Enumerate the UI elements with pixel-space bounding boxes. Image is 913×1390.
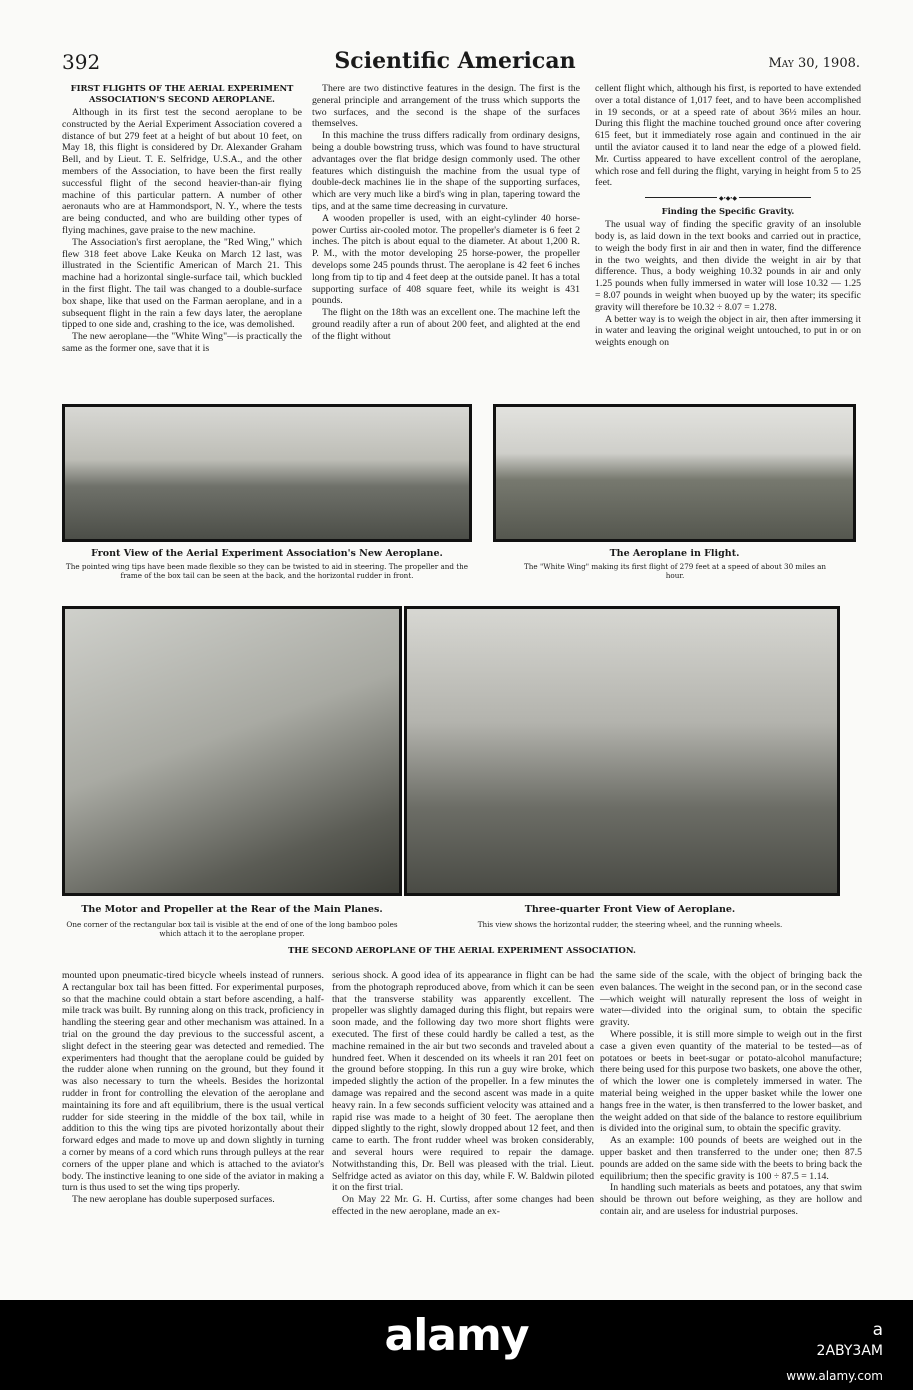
watermark-site: www.alamy.com — [786, 1369, 883, 1383]
photo-caption: The Aeroplane in Flight. — [609, 548, 740, 559]
paragraph: The Association's first aeroplane, the "Red Wing," which flew 318 feet above Lake Keuka on March 12 last, was illustrated in the Scientific American of March 21. This machine had a horizontal single-surface tail, which buckled in the first flight. The tail was changed to a double-surface box shape, like that used on the Farman aeroplane, and in a subsequent flight in the rain a few days later, the aeroplane tipped to one side and, crashing to the ice, was demolished. — [62, 236, 302, 331]
paragraph: As an example: 100 pounds of beets are weighed out in the upper basket and then transferred to the under one; then 87.5 pounds are added on the same side with the beets to bring back the equilibrium; then the specific gravity is 100 ÷ 87.5 = 1.14. — [600, 1135, 862, 1182]
column-2 — [312, 83, 580, 343]
paragraph: In this machine the truss differs radically from ordinary designs, being a double bowstring truss, which was found to have structural advantages over the flat bridge design commonly used. The other features which distinguish the machine from the usual type of double-deck machines lie in the shape of the supporting surfaces, which are very much like a bird's wing in plan, tapering toward the tips, and at the same time decreasing in curvature. — [312, 130, 580, 212]
issue-date: May 30, 1908. — [768, 56, 860, 71]
photo-three-quarter-view — [404, 606, 840, 896]
column-4 — [62, 970, 324, 1206]
paragraph: A better way is to weigh the object in air, then after immersing it in water and leaving the original weight untouched, to put in or on weights enough on — [595, 313, 861, 349]
photo-subcaption: One corner of the rectangular box tail is visible at the end of one of the long bamboo poles which attach it to the aeroplane proper. — [66, 920, 398, 938]
section-divider: ◆•◆•◆ — [645, 197, 811, 198]
paragraph: A wooden propeller is used, with an eight-cylinder 40 horse-power Curtiss air-cooled motor. The propeller's diameter is 6 feet 2 inches. The pitch is about equal to the diameter. At about 1,200 R. P. M., with the motor developing 25 horse-power, the propeller develops some 245 pounds thrust. The aeroplane is 42 feet 6 inches long from tip to tip and 4 feet deep at the outside panel. It has a total supporting surface of 408 square feet, while its weight is 431 pounds. — [312, 212, 580, 307]
watermark-logo: alamy — [384, 1310, 529, 1361]
photo-subcaption: The "White Wing" making its first flight of 279 feet at a speed of about 30 miles an hour. — [523, 562, 826, 580]
column-6 — [600, 970, 862, 1218]
photo-subcaption: This view shows the horizontal rudder, the steering wheel, and the running wheels. — [477, 920, 783, 929]
column-3 — [595, 83, 861, 349]
paragraph: The usual way of finding the specific gravity of an insoluble body is, as laid down in the text books and carried out in practice, to weigh the body first in air and then in water, find the difference in the two weights, and then divide the weight in air by that difference. Thus, a body weighing 10.32 pounds in air and only 1.25 pounds when fully immersed in water will lose 10.32 — 1.25 = 8.07 pounds in weight when buoyed up by the water; its specific gravity will therefore be 10.32 ÷ 8.07 = 1.278. — [595, 219, 861, 313]
photo-motor-propeller — [62, 606, 402, 896]
photo-caption: Three-quarter Front View of Aeroplane. — [524, 904, 736, 915]
paragraph: The flight on the 18th was an excellent one. The machine left the ground readily after a run of about 200 feet, and alighted at the end of the flight without — [312, 307, 580, 342]
column-1 — [62, 83, 302, 355]
paragraph: The new aeroplane—the "White Wing"—is practically the same as the former one, save that it is — [62, 331, 302, 354]
paragraph: On May 22 Mr. G. H. Curtiss, after some changes had been effected in the new aeroplane, made an ex- — [332, 1194, 594, 1217]
photo-front-view — [62, 404, 472, 542]
paragraph: the same side of the scale, with the object of bringing back the even balances. The weight in the second pan, or in the second case—which weight will naturally represent the loss of weight in water—divided into the original sum, to obtain the specific gravity. — [600, 970, 862, 1029]
paragraph: In handling such materials as beets and potatoes, any that swim should be thrown out before weighing, as they are hollow and contain air, and are useless for industrial purposes. — [600, 1182, 862, 1217]
photo-in-flight — [493, 404, 856, 542]
masthead: Scientific American — [334, 48, 576, 74]
photo-subcaption: The pointed wing tips have been made flexible so they can be twisted to aid in steering. The propeller and the frame of the box tail can be seen at the back, and the horizontal rudder in front. — [65, 562, 469, 580]
paragraph: Although in its first test the second aeroplane to be constructed by the Aerial Experiment Association covered a distance of but 279 feet at a height of but about 10 feet, on May 18, this flight is considered by Dr. Alexander Graham Bell, and by Lieut. T. E. Selfridge, U.S.A., and the other members of the Association, to have been the first really successful flight of the second heavier-than-air flying machine of this particular pattern. A number of other aeronauts who are at Hammondsport, N. Y., where the tests are being conducted, and who are building other types of flying machines, gave praise to the new machine. — [62, 107, 302, 236]
paragraph: The new aeroplane has double superposed surfaces. — [72, 1194, 275, 1206]
column-5 — [332, 970, 594, 1218]
paragraph: mounted upon pneumatic-tired bicycle wheels instead of runners. A rectangular box tail has been fitted. For experimental purposes, so that the machine could obtain a start before ascending, a half-mile track was built. By running along on this track, proficiency in handling the steering gear and other mechanism was attained. In a trial on the ground the day previous to the successful ascent, a slight defect in the steering gear was detected and remedied. The experimenters had thought that the aeroplane could be guided by the rudder alone when running on the ground, but they found it was also necessary to turn the wheels. Besides the horizontal rudder in front for controlling the elevation of the aeroplane and maintaining its fore and aft equilibrium, there is the usual vertical rudder for side steering in the middle of the box tail, while in addition to this the wing tips are pivoted horizontally about their forward edges and made to move up and down slightly in turning a corner by means of a cord which runs through pulleys at the rear corners of the upper plane and which is attached to the aviator's body. The instinctive leaning to one side of the aviator in making a turn is thus used to set the wing tips properly. — [62, 970, 324, 1194]
page-number: 392 — [62, 50, 101, 74]
paragraph: serious shock. A good idea of its appearance in flight can be had from the photograph reproduced above, from which it can be seen that the transverse stability was apparently excellent. The propeller was slightly damaged during this flight, but repairs were soon made, and the following day two more short flights were executed. The first of these could hardly be called a test, as the machine remained in the air but two seconds and traveled about a hundred feet. When it descended on its wheels it ran 201 feet on the ground before stopping. In this run a guy wire broke, which impeded slightly the action of the propeller. In a few minutes the damage was repaired and the second ascent was made in a quite heavy rain. In a few seconds sufficient velocity was attained and a rapid rise was made to a height of 30 feet. The aeroplane then dipped slightly to the right, slowly dropped about 12 feet, and then came to earth. The front rudder wheel was broken considerably, and several hours were required to repair the damage. Notwithstanding this, Dr. Bell was pleased with the trial. Lieut. Selfridge acted as aviator on this day, while F. W. Baldwin piloted it on the first trial. — [332, 970, 594, 1194]
photo-caption: The Motor and Propeller at the Rear of the Main Planes. — [81, 904, 383, 915]
watermark-image-code: 2ABY3AM — [816, 1343, 883, 1359]
photo-caption: Front View of the Aerial Experiment Association's New Aeroplane. — [91, 548, 443, 559]
photo-group-title: THE SECOND AEROPLANE OF THE AERIAL EXPERIMENT ASSOCIATION. — [288, 945, 636, 955]
paragraph: There are two distinctive features in the design. The first is the general principle and arrangement of the truss which supports the two surfaces, and the second is the shape of the surfaces themselves. — [312, 83, 580, 130]
article-title: FIRST FLIGHTS OF THE AERIAL EXPERIMENT ASSOCIATION'S SECOND AEROPLANE. — [70, 83, 294, 104]
article-title: Finding the Specific Gravity. — [661, 206, 795, 217]
paragraph: cellent flight which, although his first, is reported to have extended over a total distance of 1,017 feet, and to have been accomplished in 19 seconds, or at a speed rate of about 36½ miles an hour. During this flight the machine touched ground once after covering 615 feet, but it immediately rose again and continued in the air until the aviator caused it to land near the edge of a plowed field. Mr. Curtiss appeared to have excellent control of the aeroplane, which rose and fell during the flight, varying in height from 5 to 25 feet. — [595, 83, 861, 189]
paragraph: Where possible, it is still more simple to weigh out in the first case a given even quantity of the material to be tested—as of potatoes or beets in beet-sugar or potato-alcohol manufacture; there being used for this purpose two baskets, one above the other, of which the lower one is completely immersed in water. The material being weighed in the upper basket while the lower one hangs free in the water, is then transferred to the lower basket, and the weight added on that side of the balance to restore equilibrium is divided into the original sum, to obtain the specific gravity. — [600, 1028, 862, 1135]
watermark-prefix: a — [872, 1320, 883, 1340]
